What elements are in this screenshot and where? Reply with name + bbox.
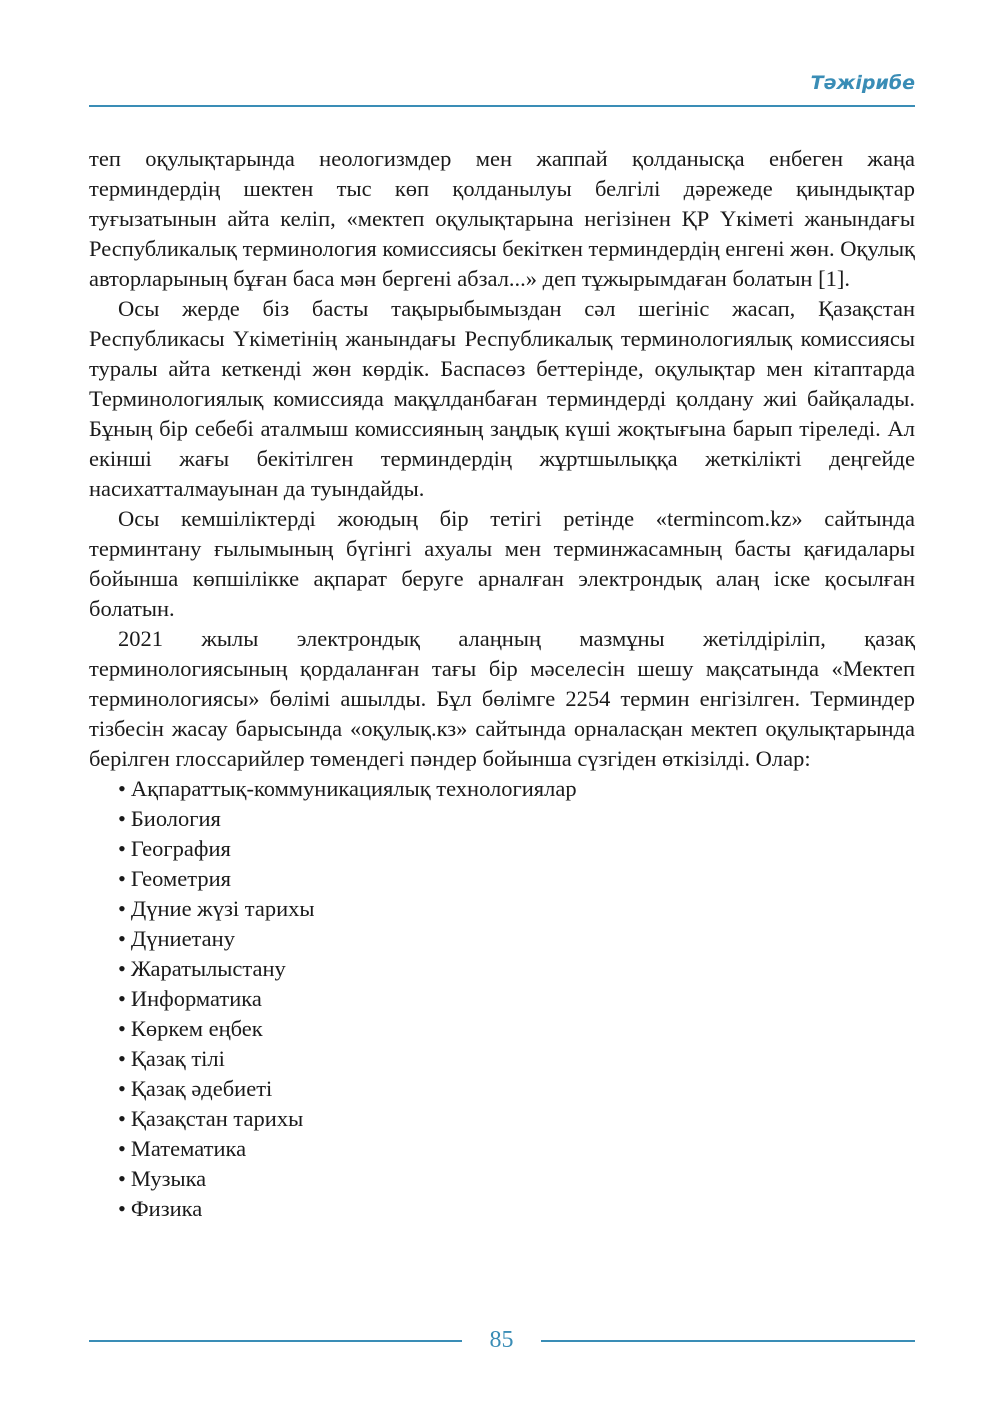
list-item-label: Геометрия <box>130 866 231 891</box>
bullet: • <box>118 896 126 921</box>
list-item-label: Жаратылыстану <box>130 956 286 981</box>
bullet: • <box>118 866 126 891</box>
list-item-label: Физика <box>130 1196 203 1221</box>
bullet: • <box>118 926 126 951</box>
list-item-label: Биология <box>130 806 221 831</box>
list-item-label: Дүниетану <box>130 926 235 951</box>
bullet: • <box>118 806 126 831</box>
bullet: • <box>118 986 126 1011</box>
list-item-label: Ақпараттық-коммуникациялық технологиялар <box>130 776 577 801</box>
footer-rule-left <box>89 1340 462 1342</box>
list-item-label: Дүние жүзі тарихы <box>130 896 315 921</box>
bullet: • <box>118 1016 126 1041</box>
list-item-label: Қазақ тілі <box>130 1046 225 1071</box>
list-item-label: Математика <box>130 1136 247 1161</box>
bullet: • <box>118 1136 126 1161</box>
list-item <box>118 954 915 984</box>
paragraph-1: теп оқулықтарында неологизмдер мен жаппай қолданысқа енбеген жаңа терминдердің шектен тыс көп қолданылуы белгілі дәрежеде қиындықтар туғызатынын айта келіп, «мектеп оқулықтарына негізінен ҚР Үкіметі жанындағы Республикалық терминология комиссиясы бекіткен терминдердің енгені жөн. Оқулық авторларының бұған баса мән бергені абзал...» деп тұжырымдаған болатын [1]. <box>89 146 915 291</box>
list-item <box>118 834 915 864</box>
list-item <box>118 1134 915 1164</box>
list-item <box>118 984 915 1014</box>
page-number: 85 <box>489 1327 514 1353</box>
list-item <box>118 1164 915 1194</box>
bullet: • <box>118 956 126 981</box>
list-item <box>118 894 915 924</box>
header-rule <box>89 105 915 107</box>
bullet: • <box>118 1196 126 1221</box>
list-item <box>118 804 915 834</box>
footer-rule-right <box>541 1340 915 1342</box>
list-item <box>118 864 915 894</box>
subject-list <box>89 774 915 1224</box>
paragraph-2: Осы жерде біз басты тақырыбымыздан сәл шегініс жасап, Қазақстан Республикасы Үкіметінің жанындағы Республикалық терминологиялық комиссиясы туралы айта кеткенді жөн көрдік. Баспасөз беттерінде, оқулықтар мен кітаптарда Терминологиялық комиссияда мақұлданбаған терминдерді қолдану жиі байқалады. Бұның бір себебі аталмыш комиссияның заңдық күші жоқтығына барып тіреледі. Ал екінші жағы бекітілген терминдердің жұртшылыққа жеткілікті деңгейде насихатталмауынан да туындайды. <box>89 296 915 501</box>
bullet: • <box>118 836 126 861</box>
list-item-label: Музыка <box>130 1166 207 1191</box>
bullet: • <box>118 1106 126 1131</box>
list-item <box>118 1194 915 1224</box>
list-item-label: Қазақ әдебиеті <box>130 1076 273 1101</box>
running-title: Тәжірибе <box>810 72 915 94</box>
bullet: • <box>118 1166 126 1191</box>
bullet: • <box>118 776 126 801</box>
bullet: • <box>118 1046 126 1071</box>
list-item-label: Информатика <box>130 986 262 1011</box>
list-item <box>118 1104 915 1134</box>
list-item <box>118 774 915 804</box>
list-item-label: География <box>130 836 231 861</box>
list-item <box>118 924 915 954</box>
list-item <box>118 1074 915 1104</box>
main-text <box>89 144 915 1224</box>
list-item <box>118 1044 915 1074</box>
list-item-label: Қазақстан тарихы <box>130 1106 304 1131</box>
list-item-label: Көркем еңбек <box>130 1016 263 1041</box>
paragraph-4: 2021 жылы электрондық алаңның мазмұны жетілдіріліп, қазақ терминологиясының қордаланған тағы бір мәселесін шешу мақсатында «Мектеп терминологиясы» бөлімі ашылды. Бұл бөлімге 2254 термин енгізілген. Терминдер тізбесін жасау барысында «оқулық.кз» сайтында орналасқан мектеп оқулықтарында берілген глоссарийлер төмендегі пәндер бойынша сүзгіден өткізілді. Олар: <box>89 626 915 771</box>
paragraph-3: Осы кемшіліктерді жоюдың бір тетігі ретінде «termincom.kz» сайтында терминтану ғылымының бүгінгі ахуалы мен терминжасамның басты қағидалары бойынша көпшілікке ақпарат беруге арналған электрондық алаң іске қосылған болатын. <box>89 506 915 621</box>
list-item <box>118 1014 915 1044</box>
bullet: • <box>118 1076 126 1101</box>
